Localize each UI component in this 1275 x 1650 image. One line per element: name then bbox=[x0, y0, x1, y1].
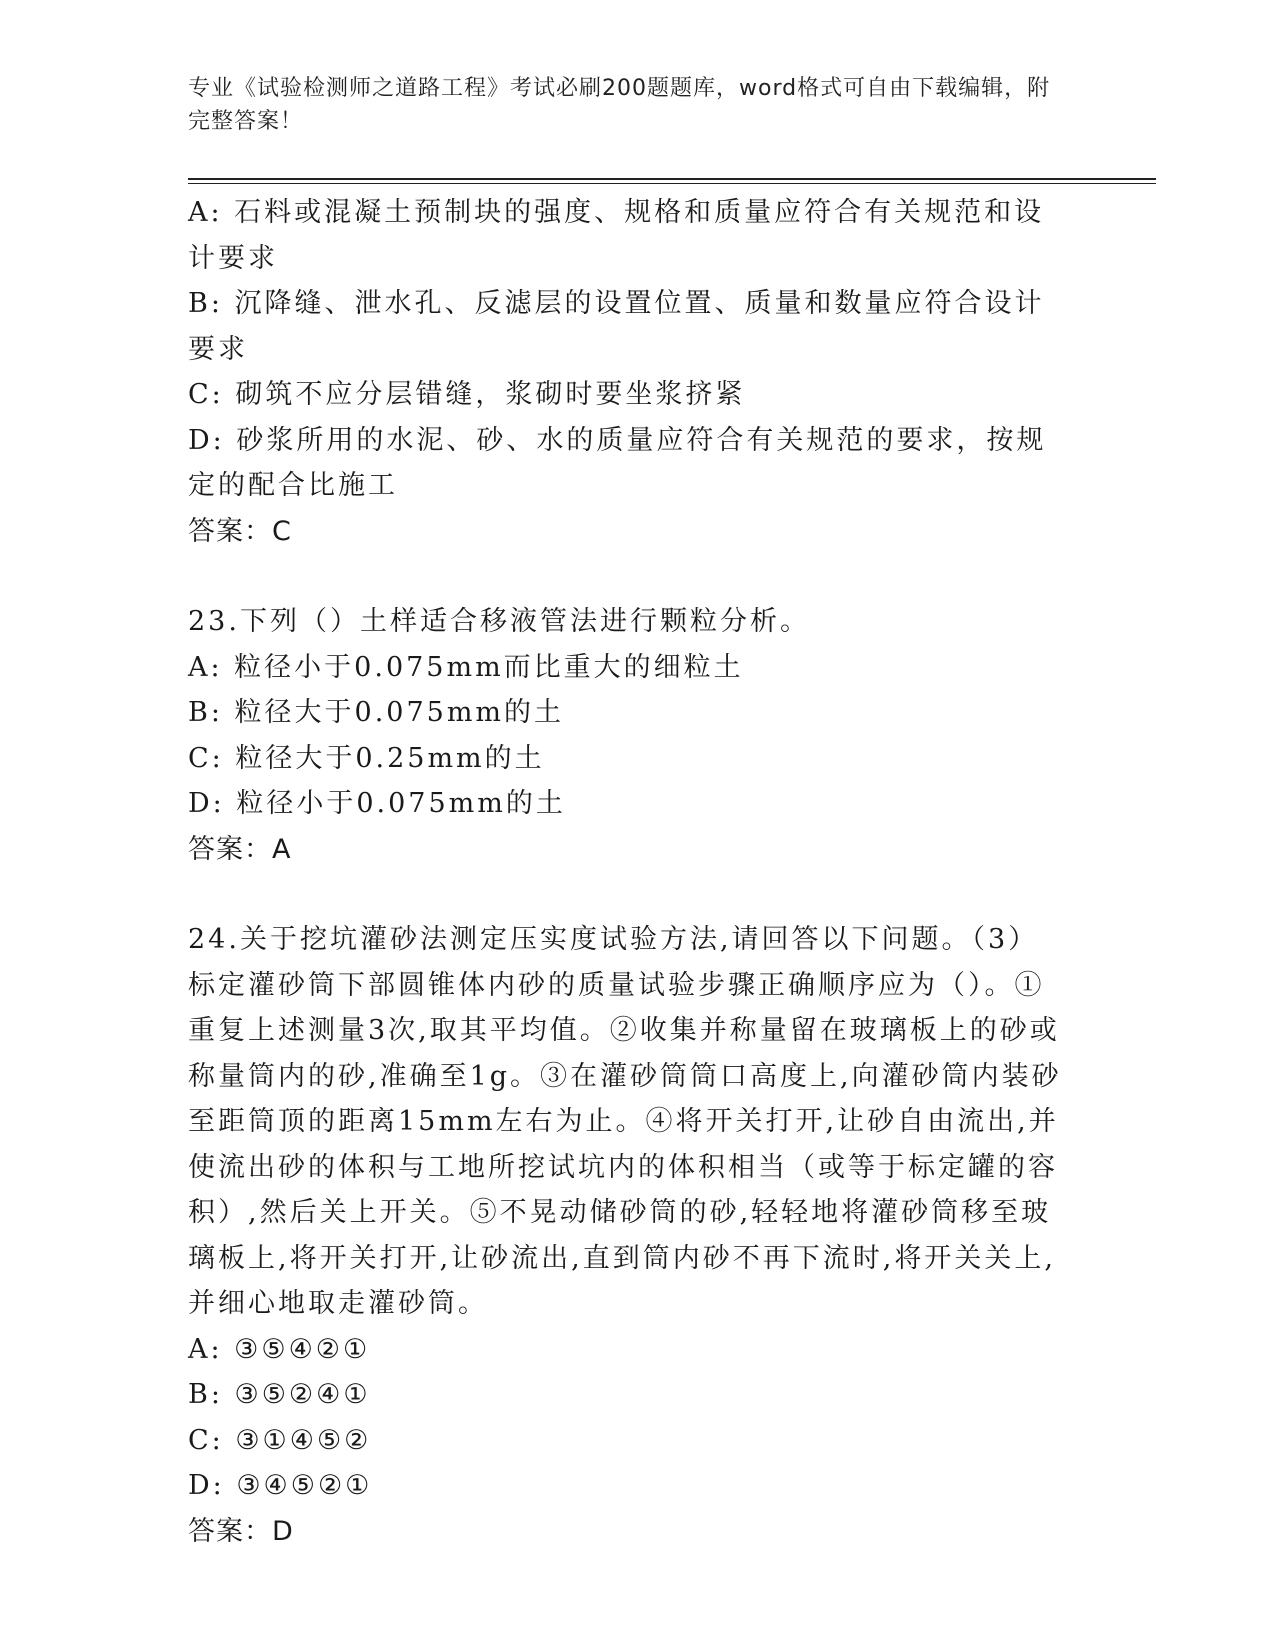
q23-option-d: D: 粒径小于0.075mm的土 bbox=[188, 788, 566, 819]
spacer bbox=[188, 554, 1068, 599]
header-rule-thick bbox=[188, 178, 1156, 180]
q22-option-d: D: 砂浆所用的水泥、砂、水的质量应符合有关规范的要求，按规定的配合比施工 bbox=[188, 424, 1047, 501]
question-23-block bbox=[188, 599, 1068, 872]
q22-option-a: A: 石料或混凝土预制块的强度、规格和质量应符合有关规范和设计要求 bbox=[188, 197, 1045, 274]
question-22-block bbox=[188, 190, 1068, 554]
q23-option-b: B: 粒径大于0.075mm的土 bbox=[188, 697, 565, 728]
q23-stem: 23.下列（）土样适合移液管法进行颗粒分析。 bbox=[188, 606, 810, 637]
header-rule-thin bbox=[188, 183, 1156, 184]
q24-stem: 24.关于挖坑灌砂法测定压实度试验方法,请回答以下问题。（3）标定灌砂筒下部圆锥体内砂的质量试验步骤正确顺序应为（）。①重复上述测量3次,取其平均值。②收集并称量留在玻璃板上的砂或称量筒内的砂,准确至1g。③在灌砂筒筒口高度上,向灌砂筒内装砂至距筒顶的距离15mm左右为止。④将开关打开,让砂自由流出,并使流出砂的体积与工地所挖试坑内的体积相当（或等于标定罐的容积）,然后关上开关。⑤不晃动储砂筒的砂,轻轻地将灌砂筒移至玻璃板上,将开关打开,让砂流出,直到筒内砂不再下流时,将开关关上,并细心地取走灌砂筒。 bbox=[188, 924, 1062, 1319]
q23-option-a: A: 粒径小于0.075mm而比重大的细粒土 bbox=[188, 651, 744, 683]
question-content bbox=[188, 190, 1068, 1554]
q22-option-b: B: 沉降缝、泄水孔、反滤层的设置位置、质量和数量应符合设计要求 bbox=[188, 288, 1045, 365]
page-header: 专业《试验检测师之道路工程》考试必刷200题题库，word格式可自由下载编辑，附完整答案！ bbox=[188, 76, 1051, 134]
q24-answer: 答案：D bbox=[188, 1515, 294, 1547]
q24-option-c: C: ③①④⑤② bbox=[188, 1424, 372, 1456]
spacer bbox=[188, 872, 1068, 917]
q22-option-c: C: 砌筑不应分层错缝，浆砌时要坐浆挤紧 bbox=[188, 379, 746, 410]
q24-option-d: D: ③④⑤②① bbox=[188, 1470, 373, 1501]
q24-option-a: A: ③⑤④②① bbox=[188, 1333, 371, 1365]
question-24-block bbox=[188, 917, 1068, 1554]
q22-answer: 答案：C bbox=[188, 515, 292, 547]
q23-option-c: C: 粒径大于0.25mm的土 bbox=[188, 742, 545, 774]
q24-option-b: B: ③⑤②④① bbox=[188, 1379, 371, 1410]
q23-answer: 答案：A bbox=[188, 833, 292, 865]
